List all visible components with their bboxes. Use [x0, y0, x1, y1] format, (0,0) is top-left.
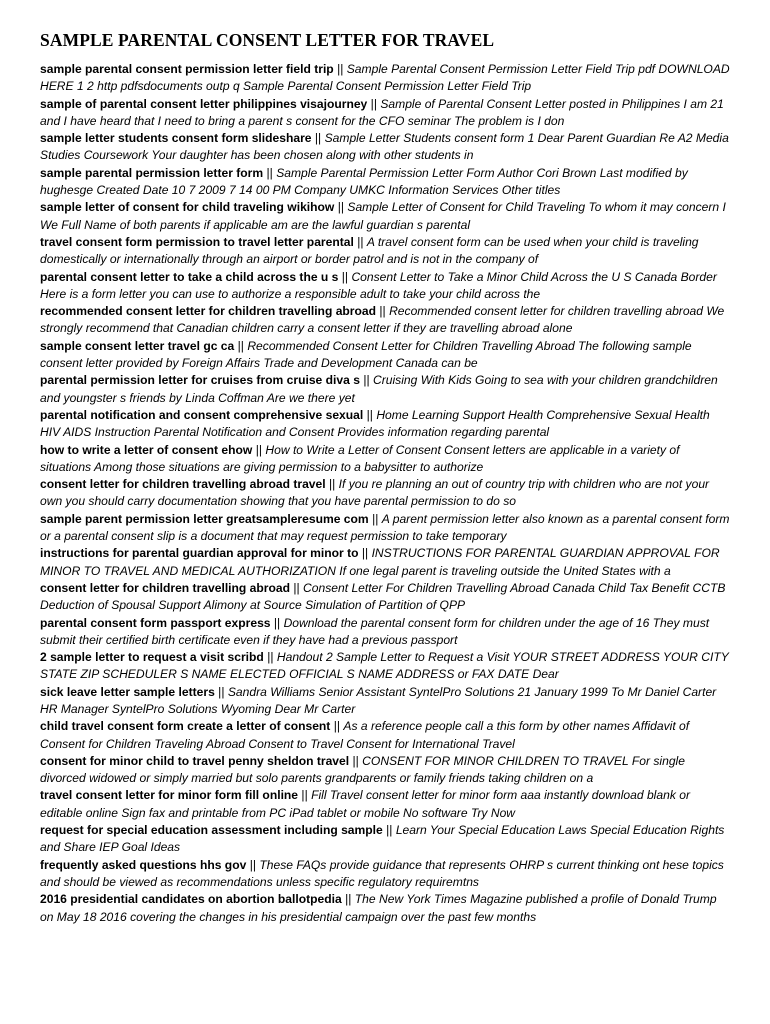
- entry-separator: ||: [366, 407, 373, 422]
- entry-keyword: how to write a letter of consent ehow: [40, 442, 253, 457]
- entry-keyword: instructions for parental guardian approval for minor to: [40, 546, 359, 561]
- list-item: [40, 787, 732, 822]
- list-item: [40, 269, 732, 304]
- entry-separator: ||: [218, 684, 225, 699]
- entry-keyword: parental permission letter for cruises from cruise diva s: [40, 373, 360, 388]
- entry-separator: ||: [352, 753, 359, 768]
- list-item: [40, 442, 732, 477]
- entry-keyword: sample letter of consent for child traveling wikihow: [40, 200, 335, 215]
- entry-description: Sample of Parental Consent Letter posted in Philippines I am 21 and I have heard that I need to bring a parent s consent for the CFO seminar The problem is I don: [40, 96, 724, 128]
- list-item: [40, 753, 732, 788]
- entry-separator: ||: [329, 477, 336, 492]
- entry-separator: ||: [357, 234, 364, 249]
- entry-description: Cruising With Kids Going to sea with your children grandchildren and youngster s friends by Linda Coffman Are we there yet: [40, 373, 718, 405]
- list-item: [40, 303, 732, 338]
- entry-description: How to Write a Letter of Consent Consent letters are applicable in a variety of situations Among those situations are giving permission to a babysitter to authorize: [40, 442, 680, 474]
- entry-description: The New York Times Magazine published a profile of Donald Trump on May 18 2016 covering the changes in his presidential campaign over the past few months: [40, 892, 717, 924]
- entry-separator: ||: [333, 719, 341, 734]
- entry-keyword: 2016 presidential candidates on abortion ballotpedia: [40, 892, 342, 907]
- entry-description: Consent Letter to Take a Minor Child Across the U S Canada Border Here is a form letter you can use to authorize a responsible adult to take your child across the: [40, 269, 717, 301]
- entry-keyword: parental consent form passport express: [40, 615, 271, 630]
- entry-description: Handout 2 Sample Letter to Request a Visit YOUR STREET ADDRESS YOUR CITY STATE ZIP SCHEDULER S NAME ELECTED OFFICIAL S NAME ADDRESS or FAX DATE Dear: [40, 650, 729, 682]
- entry-keyword: sample letter students consent form slideshare: [40, 131, 312, 146]
- entry-description: Learn Your Special Education Laws Special Education Rights and Share IEP Goal Ideas: [40, 823, 725, 855]
- entry-separator: ||: [372, 511, 379, 526]
- list-item: [40, 718, 732, 753]
- entry-separator: ||: [237, 338, 244, 353]
- entry-description: CONSENT FOR MINOR CHILDREN TO TRAVEL For single divorced widowed or simply married but solo parents grandparents or family friends taking children on a: [40, 753, 685, 786]
- entry-description: Recommended Consent Letter for Children Travelling Abroad The following sample consent letter provided by Foreign Affairs Trade and Development Canada can be: [40, 338, 692, 371]
- entry-description: Sample Letter of Consent for Child Traveling To whom it may concern I We Full Name of both parents if applicable am are the lawful guardian s parental: [40, 200, 726, 232]
- list-item: [40, 511, 732, 546]
- list-item: [40, 891, 732, 926]
- list-item: [40, 857, 732, 892]
- entry-separator: ||: [341, 269, 349, 284]
- entry-separator: ||: [267, 650, 274, 665]
- list-item: [40, 615, 732, 650]
- entry-description: Sandra Williams Senior Assistant SyntelPro Solutions 21 January 1999 To Mr Daniel Carter HR Manager SyntelPro Solutions Wyoming Dear Mr Carter: [40, 684, 717, 716]
- entry-keyword: sample parental permission letter form: [40, 165, 264, 180]
- document-page: [40, 30, 732, 926]
- list-item: [40, 407, 732, 442]
- entry-description: Consent Letter For Children Travelling Abroad Canada Child Tax Benefit CCTB Deduction of Spousal Support Alimony at Source Simulation of Partition of QPP: [40, 580, 726, 613]
- entry-description: Home Learning Support Health Comprehensive Sexual Health HIV AIDS Instruction Parental Notification and Consent Provides information regarding parental: [40, 407, 710, 440]
- entry-keyword: 2 sample letter to request a visit scribd: [40, 650, 264, 665]
- entry-separator: ||: [363, 373, 370, 388]
- entry-keyword: consent letter for children travelling abroad: [40, 580, 290, 595]
- list-item: [40, 545, 732, 580]
- entry-keyword: frequently asked questions hhs gov: [40, 857, 247, 872]
- entry-separator: ||: [293, 580, 300, 595]
- entry-separator: ||: [314, 131, 322, 146]
- entry-description: Sample Parental Permission Letter Form Author Cori Brown Last modified by hughesge Created Date 10 7 2009 7 14 00 PM Company UMKC Information Services Other titles: [40, 165, 688, 198]
- entry-keyword: sample of parental consent letter philippines visajourney: [40, 96, 368, 111]
- entry-separator: ||: [361, 546, 369, 561]
- entry-keyword: request for special education assessment including sample: [40, 823, 383, 838]
- entry-keyword: recommended consent letter for children travelling abroad: [40, 304, 377, 319]
- entry-keyword: sample consent letter travel gc ca: [40, 338, 235, 353]
- list-item: [40, 822, 732, 857]
- entry-separator: ||: [249, 857, 256, 872]
- list-item: [40, 476, 732, 511]
- list-item: [40, 372, 732, 407]
- entry-keyword: consent letter for children travelling abroad travel: [40, 477, 326, 492]
- entry-separator: ||: [345, 892, 352, 907]
- entry-separator: ||: [379, 304, 386, 319]
- list-item: [40, 649, 732, 684]
- list-item: [40, 234, 732, 269]
- entry-keyword: travel consent letter for minor form fill online: [40, 788, 299, 803]
- entry-keyword: sample parent permission letter greatsampleresume com: [40, 511, 369, 526]
- list-item: [40, 130, 732, 165]
- entry-keyword: sick leave letter sample letters: [40, 684, 215, 699]
- entry-description: If you re planning an out of country trip with children who are not your own you should carry documentation showing that you have parental permission to do so: [40, 477, 710, 509]
- entry-keyword: child travel consent form create a letter of consent: [40, 719, 331, 734]
- entry-description: Fill Travel consent letter for minor form aaa instantly download blank or editable online Sign fax and printable from PC iPad tablet or mobile No software Try Now: [40, 788, 690, 820]
- entry-separator: ||: [337, 200, 345, 215]
- entry-description: These FAQs provide guidance that represents OHRP s current thinking ont hese topics and should be viewed as recommendations unless specific regulatory requiremtns: [40, 857, 724, 889]
- entry-description: Recommended consent letter for children travelling abroad We strongly recommend that Canadian children carry a consent letter if they are travelling abroad alone: [40, 304, 725, 336]
- entry-keyword: sample parental consent permission letter field trip: [40, 62, 334, 76]
- entry-description: A travel consent form can be used when your child is traveling domestically or internationally through an airport or border patrol and is not in the company of: [40, 234, 699, 267]
- list-item: [40, 96, 732, 131]
- entry-separator: ||: [301, 788, 308, 803]
- entry-description: A parent permission letter also known as a parental consent form or a parental consent slip is a document that may request permission to take temporary: [40, 511, 730, 544]
- entry-description: INSTRUCTIONS FOR PARENTAL GUARDIAN APPROVAL FOR MINOR TO TRAVEL AND MEDICAL AUTHORIZATION If one legal parent is traveling outside the United States with a: [40, 546, 720, 578]
- entry-keyword: parental notification and consent comprehensive sexual: [40, 407, 364, 422]
- list-item: [40, 338, 732, 373]
- page-title: SAMPLE PARENTAL CONSENT LETTER FOR TRAVEL: [40, 30, 495, 50]
- entry-keyword: parental consent letter to take a child across the u s: [40, 269, 339, 284]
- entry-separator: ||: [337, 62, 344, 76]
- entry-separator: ||: [273, 615, 281, 630]
- entry-list: [40, 61, 732, 926]
- entry-keyword: consent for minor child to travel penny sheldon travel: [40, 753, 350, 768]
- list-item: [40, 199, 732, 234]
- entry-description: Sample Parental Consent Permission Letter Field Trip pdf DOWNLOAD HERE 1 2 http pdfsdocuments outp q Sample Parental Consent Permission Letter Field Trip: [40, 62, 730, 94]
- entry-description: As a reference people call a this form by other names Affidavit of Consent for Children Traveling Abroad Consent to Travel Consent for International Travel: [40, 719, 690, 751]
- entry-description: Download the parental consent form for children under the age of 16 They must submit their certified birth certificate even if they have had a previous passport: [40, 615, 710, 647]
- entry-separator: ||: [370, 96, 377, 111]
- entry-separator: ||: [386, 823, 393, 838]
- entry-separator: ||: [255, 442, 263, 457]
- list-item: [40, 165, 732, 200]
- list-item: [40, 580, 732, 615]
- list-item: [40, 684, 732, 719]
- entry-keyword: travel consent form permission to travel letter parental: [40, 234, 354, 249]
- entry-description: Sample Letter Students consent form 1 Dear Parent Guardian Re A2 Media Studies Coursework Your daughter has been chosen along with other students in: [40, 131, 729, 163]
- list-item: [40, 61, 732, 96]
- entry-separator: ||: [266, 165, 273, 180]
